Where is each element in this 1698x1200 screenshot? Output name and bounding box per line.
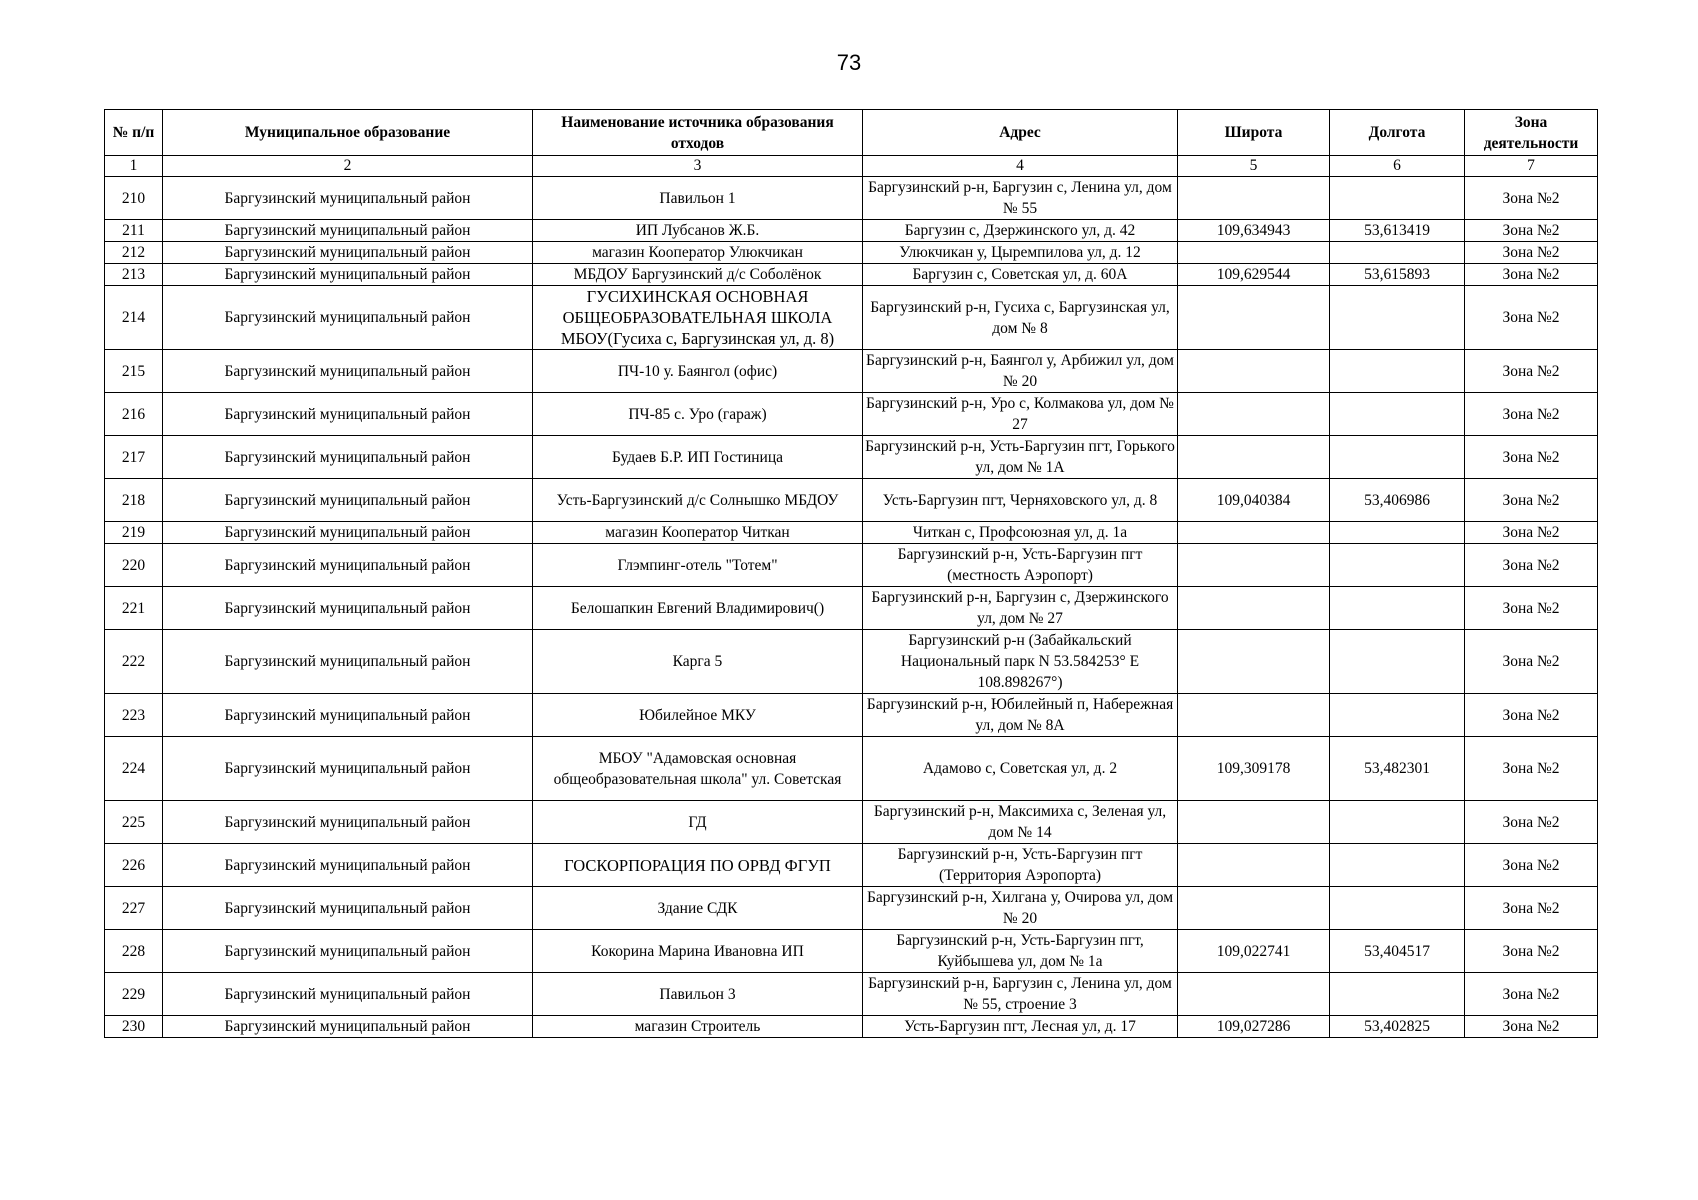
longitude-cell — [1330, 436, 1465, 479]
address-cell: Баргузинский р-н, Усть-Баргузин пгт (Территория Аэропорта) — [863, 844, 1178, 887]
address-cell: Баргузинский р-н, Баргузин с, Дзержинского ул, дом № 27 — [863, 587, 1178, 630]
address-cell: Баргузинский р-н, Уро с, Колмакова ул, дом № 27 — [863, 393, 1178, 436]
address-cell: Баргузинский р-н, Хилгана у, Очирова ул, дом № 20 — [863, 887, 1178, 930]
latitude-cell: 109,040384 — [1178, 479, 1330, 522]
address-cell: Баргузинский р-н, Юбилейный п, Набережная ул, дом № 8А — [863, 694, 1178, 737]
source-name-cell: Юбилейное МКУ — [533, 694, 863, 737]
header-cell: Зона деятельности — [1465, 110, 1598, 156]
address-cell: Улюкчикан у, Цыремпилова ул, д. 12 — [863, 242, 1178, 264]
source-name-cell: ГОСКОРПОРАЦИЯ ПО ОРВД ФГУП — [533, 844, 863, 887]
longitude-cell — [1330, 177, 1465, 220]
longitude-cell — [1330, 630, 1465, 694]
source-name-cell: магазин Строитель — [533, 1016, 863, 1038]
latitude-cell — [1178, 436, 1330, 479]
column-number-cell: 2 — [163, 156, 533, 177]
table-row — [105, 630, 1598, 694]
source-name-cell: Павильон 3 — [533, 973, 863, 1016]
table-row — [105, 973, 1598, 1016]
zone-cell: Зона №2 — [1465, 694, 1598, 737]
longitude-cell: 53,406986 — [1330, 479, 1465, 522]
zone-cell: Зона №2 — [1465, 844, 1598, 887]
header-cell: Широта — [1178, 110, 1330, 156]
latitude-cell — [1178, 630, 1330, 694]
zone-cell: Зона №2 — [1465, 630, 1598, 694]
source-name-cell: Карга 5 — [533, 630, 863, 694]
table-row — [105, 887, 1598, 930]
latitude-cell: 109,022741 — [1178, 930, 1330, 973]
address-cell: Баргузинский р-н, Баргузин с, Ленина ул, дом № 55, строение 3 — [863, 973, 1178, 1016]
latitude-cell — [1178, 973, 1330, 1016]
row-number-cell: 213 — [105, 264, 163, 286]
table-row — [105, 694, 1598, 737]
municipality-cell: Баргузинский муниципальный район — [163, 242, 533, 264]
row-number-cell: 214 — [105, 286, 163, 350]
zone-cell: Зона №2 — [1465, 177, 1598, 220]
table-row — [105, 801, 1598, 844]
longitude-cell — [1330, 973, 1465, 1016]
latitude-cell: 109,309178 — [1178, 737, 1330, 801]
row-number-cell: 224 — [105, 737, 163, 801]
zone-cell: Зона №2 — [1465, 930, 1598, 973]
municipality-cell: Баргузинский муниципальный район — [163, 479, 533, 522]
municipality-cell: Баргузинский муниципальный район — [163, 522, 533, 544]
source-name-cell: Здание СДК — [533, 887, 863, 930]
longitude-cell — [1330, 522, 1465, 544]
table-row — [105, 479, 1598, 522]
source-name-cell: Павильон 1 — [533, 177, 863, 220]
table-row — [105, 522, 1598, 544]
municipality-cell: Баргузинский муниципальный район — [163, 694, 533, 737]
zone-cell: Зона №2 — [1465, 286, 1598, 350]
header-cell: Адрес — [863, 110, 1178, 156]
longitude-cell: 53,404517 — [1330, 930, 1465, 973]
row-number-cell: 222 — [105, 630, 163, 694]
longitude-cell — [1330, 694, 1465, 737]
latitude-cell — [1178, 350, 1330, 393]
zone-cell: Зона №2 — [1465, 350, 1598, 393]
table-row — [105, 587, 1598, 630]
municipality-cell: Баргузинский муниципальный район — [163, 801, 533, 844]
municipality-cell: Баргузинский муниципальный район — [163, 264, 533, 286]
zone-cell: Зона №2 — [1465, 887, 1598, 930]
municipality-cell: Баргузинский муниципальный район — [163, 177, 533, 220]
row-number-cell: 226 — [105, 844, 163, 887]
latitude-cell — [1178, 844, 1330, 887]
table-row — [105, 393, 1598, 436]
row-number-cell: 210 — [105, 177, 163, 220]
row-number-cell: 218 — [105, 479, 163, 522]
municipality-cell: Баргузинский муниципальный район — [163, 544, 533, 587]
latitude-cell — [1178, 544, 1330, 587]
municipality-cell: Баргузинский муниципальный район — [163, 350, 533, 393]
table-row — [105, 1016, 1598, 1038]
longitude-cell — [1330, 887, 1465, 930]
municipality-cell: Баргузинский муниципальный район — [163, 393, 533, 436]
municipality-cell: Баргузинский муниципальный район — [163, 737, 533, 801]
municipality-cell: Баргузинский муниципальный район — [163, 220, 533, 242]
municipality-cell: Баргузинский муниципальный район — [163, 436, 533, 479]
row-number-cell: 215 — [105, 350, 163, 393]
source-name-cell: ПЧ-85 с. Уро (гараж) — [533, 393, 863, 436]
table-row — [105, 930, 1598, 973]
longitude-cell — [1330, 286, 1465, 350]
longitude-cell: 53,402825 — [1330, 1016, 1465, 1038]
column-number-cell: 5 — [1178, 156, 1330, 177]
longitude-cell — [1330, 393, 1465, 436]
latitude-cell — [1178, 242, 1330, 264]
latitude-cell — [1178, 522, 1330, 544]
row-number-cell: 220 — [105, 544, 163, 587]
municipality-cell: Баргузинский муниципальный район — [163, 286, 533, 350]
zone-cell: Зона №2 — [1465, 436, 1598, 479]
source-name-cell: Белошапкин Евгений Владимирович() — [533, 587, 863, 630]
latitude-cell — [1178, 286, 1330, 350]
row-number-cell: 230 — [105, 1016, 163, 1038]
zone-cell: Зона №2 — [1465, 220, 1598, 242]
longitude-cell — [1330, 844, 1465, 887]
column-number-cell: 3 — [533, 156, 863, 177]
longitude-cell: 53,482301 — [1330, 737, 1465, 801]
zone-cell: Зона №2 — [1465, 393, 1598, 436]
latitude-cell — [1178, 887, 1330, 930]
latitude-cell — [1178, 393, 1330, 436]
latitude-cell — [1178, 587, 1330, 630]
longitude-cell — [1330, 350, 1465, 393]
municipality-cell: Баргузинский муниципальный район — [163, 630, 533, 694]
source-name-cell: ГД — [533, 801, 863, 844]
table-row — [105, 844, 1598, 887]
zone-cell: Зона №2 — [1465, 242, 1598, 264]
source-name-cell: ИП Лубсанов Ж.Б. — [533, 220, 863, 242]
longitude-cell: 53,615893 — [1330, 264, 1465, 286]
source-name-cell: ПЧ-10 у. Баянгол (офис) — [533, 350, 863, 393]
page-number: 73 — [836, 50, 862, 75]
zone-cell: Зона №2 — [1465, 522, 1598, 544]
row-number-cell: 217 — [105, 436, 163, 479]
source-name-cell: ГУСИХИНСКАЯ ОСНОВНАЯ ОБЩЕОБРАЗОВАТЕЛЬНАЯ ШКОЛА МБОУ(Гусиха с, Баргузинская ул, д. 8) — [533, 286, 863, 350]
longitude-cell — [1330, 544, 1465, 587]
latitude-cell: 109,634943 — [1178, 220, 1330, 242]
longitude-cell: 53,613419 — [1330, 220, 1465, 242]
municipality-cell: Баргузинский муниципальный район — [163, 887, 533, 930]
table-row — [105, 264, 1598, 286]
address-cell: Баргузинский р-н, Максимиха с, Зеленая ул, дом № 14 — [863, 801, 1178, 844]
source-name-cell: магазин Кооператор Читкан — [533, 522, 863, 544]
source-name-cell: МБОУ "Адамовская основная общеобразовательная школа" ул. Советская — [533, 737, 863, 801]
address-cell: Баргузинский р-н, Усть-Баргузин пгт (местность Аэропорт) — [863, 544, 1178, 587]
address-cell: Адамово с, Советская ул, д. 2 — [863, 737, 1178, 801]
column-number-cell: 1 — [105, 156, 163, 177]
header-cell: Наименование источника образования отходов — [533, 110, 863, 156]
table-row — [105, 242, 1598, 264]
address-cell: Читкан с, Профсоюзная ул, д. 1а — [863, 522, 1178, 544]
table-row — [105, 220, 1598, 242]
column-number-cell: 6 — [1330, 156, 1465, 177]
latitude-cell — [1178, 694, 1330, 737]
zone-cell: Зона №2 — [1465, 973, 1598, 1016]
row-number-cell: 221 — [105, 587, 163, 630]
waste-sources-table — [104, 109, 1598, 1038]
municipality-cell: Баргузинский муниципальный район — [163, 1016, 533, 1038]
table-row — [105, 350, 1598, 393]
address-cell: Баргузинский р-н, Усть-Баргузин пгт, Куйбышева ул, дом № 1а — [863, 930, 1178, 973]
source-name-cell: Усть-Баргузинский д/с Солнышко МБДОУ — [533, 479, 863, 522]
address-cell: Баргузинский р-н, Гусиха с, Баргузинская ул, дом № 8 — [863, 286, 1178, 350]
municipality-cell: Баргузинский муниципальный район — [163, 973, 533, 1016]
zone-cell: Зона №2 — [1465, 264, 1598, 286]
address-cell: Баргузин с, Дзержинского ул, д. 42 — [863, 220, 1178, 242]
table-row — [105, 436, 1598, 479]
table-header-row — [105, 110, 1598, 156]
table-row — [105, 286, 1598, 350]
zone-cell: Зона №2 — [1465, 737, 1598, 801]
address-cell: Баргузинский р-н, Баргузин с, Ленина ул, дом № 55 — [863, 177, 1178, 220]
row-number-cell: 216 — [105, 393, 163, 436]
longitude-cell — [1330, 587, 1465, 630]
zone-cell: Зона №2 — [1465, 479, 1598, 522]
row-number-cell: 212 — [105, 242, 163, 264]
row-number-cell: 229 — [105, 973, 163, 1016]
address-cell: Баргузинский р-н, Баянгол у, Арбижил ул, дом № 20 — [863, 350, 1178, 393]
header-cell: № п/п — [105, 110, 163, 156]
latitude-cell — [1178, 801, 1330, 844]
source-name-cell: Будаев Б.Р. ИП Гостиница — [533, 436, 863, 479]
table-row — [105, 737, 1598, 801]
longitude-cell — [1330, 242, 1465, 264]
zone-cell: Зона №2 — [1465, 1016, 1598, 1038]
row-number-cell: 225 — [105, 801, 163, 844]
column-number-cell: 7 — [1465, 156, 1598, 177]
address-cell: Усть-Баргузин пгт, Черняховского ул, д. 8 — [863, 479, 1178, 522]
address-cell: Усть-Баргузин пгт, Лесная ул, д. 17 — [863, 1016, 1178, 1038]
source-name-cell: Кокорина Марина Ивановна ИП — [533, 930, 863, 973]
municipality-cell: Баргузинский муниципальный район — [163, 844, 533, 887]
zone-cell: Зона №2 — [1465, 587, 1598, 630]
latitude-cell: 109,027286 — [1178, 1016, 1330, 1038]
row-number-cell: 227 — [105, 887, 163, 930]
address-cell: Баргузинский р-н (Забайкальский Национальный парк N 53.584253° E 108.898267°) — [863, 630, 1178, 694]
zone-cell: Зона №2 — [1465, 544, 1598, 587]
row-number-cell: 211 — [105, 220, 163, 242]
header-cell: Долгота — [1330, 110, 1465, 156]
source-name-cell: Глэмпинг-отель "Тотем" — [533, 544, 863, 587]
latitude-cell — [1178, 177, 1330, 220]
municipality-cell: Баргузинский муниципальный район — [163, 587, 533, 630]
zone-cell: Зона №2 — [1465, 801, 1598, 844]
latitude-cell: 109,629544 — [1178, 264, 1330, 286]
address-cell: Баргузин с, Советская ул, д. 60А — [863, 264, 1178, 286]
table-body — [105, 177, 1598, 1038]
municipality-cell: Баргузинский муниципальный район — [163, 930, 533, 973]
column-number-row — [105, 156, 1598, 177]
table-row — [105, 544, 1598, 587]
source-name-cell: МБДОУ Баргузинский д/с Соболёнок — [533, 264, 863, 286]
address-cell: Баргузинский р-н, Усть-Баргузин пгт, Горького ул, дом № 1А — [863, 436, 1178, 479]
column-number-cell: 4 — [863, 156, 1178, 177]
header-cell: Муниципальное образование — [163, 110, 533, 156]
row-number-cell: 219 — [105, 522, 163, 544]
source-name-cell: магазин Кооператор Улюкчикан — [533, 242, 863, 264]
longitude-cell — [1330, 801, 1465, 844]
table-row — [105, 177, 1598, 220]
row-number-cell: 228 — [105, 930, 163, 973]
row-number-cell: 223 — [105, 694, 163, 737]
